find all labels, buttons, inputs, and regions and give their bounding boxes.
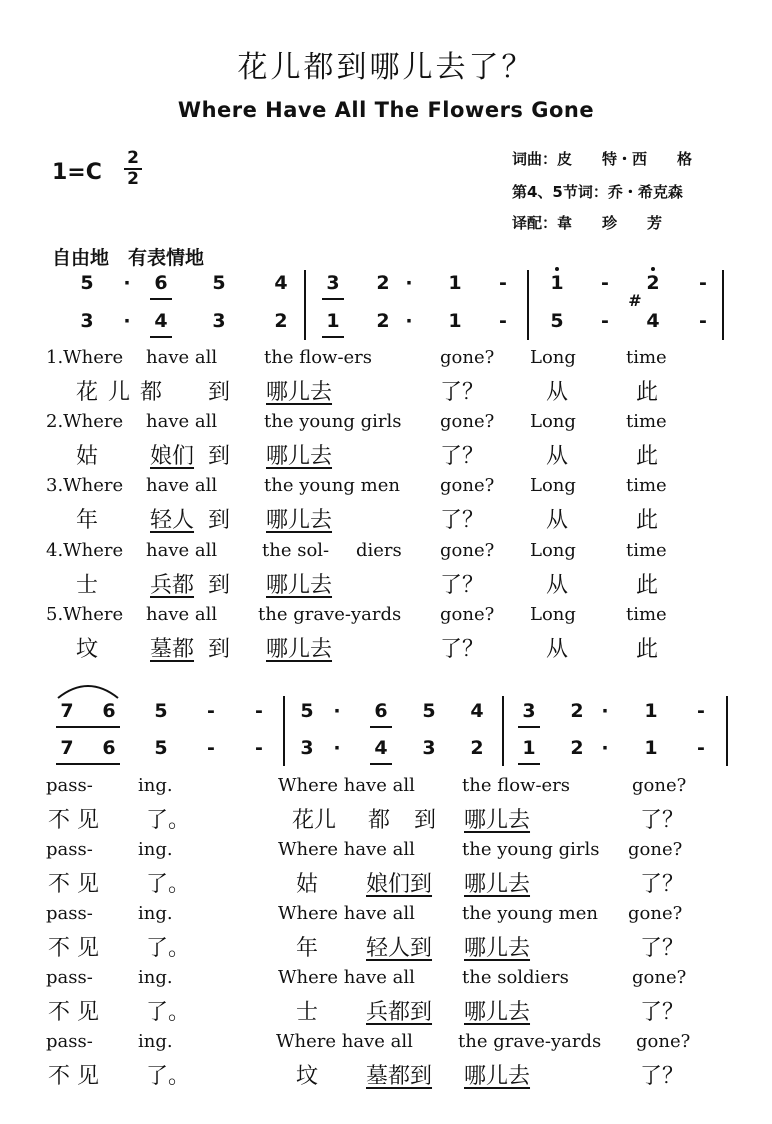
note: 4: [274, 272, 288, 294]
note: 3: [80, 310, 94, 332]
note-dash: -: [499, 310, 507, 332]
lyric-cn: 此: [636, 508, 659, 533]
lyric-en: time: [626, 475, 667, 496]
lyric-en: the flow-ers: [264, 347, 373, 368]
lyric-en: the grave-yards: [458, 1031, 602, 1052]
lyric-en: gone?: [628, 903, 683, 924]
lyric-cn: 了？: [440, 508, 485, 533]
lyric-cn: 了。: [146, 1000, 191, 1025]
lyric-en: ing.: [138, 903, 173, 924]
lyric-cn: 此: [636, 637, 659, 662]
note-dash: -: [601, 272, 609, 294]
note: 5: [212, 272, 226, 294]
note-dash: -: [207, 700, 215, 722]
lyric-cn: 此: [636, 380, 659, 405]
lyric-cn: 了？: [640, 936, 685, 961]
lyric-en: gone?: [440, 540, 495, 561]
note: 2: [470, 737, 484, 759]
lyric-en: have all: [146, 347, 218, 368]
lyric-en: time: [626, 411, 667, 432]
lyric-cn: 哪儿去: [266, 637, 333, 662]
lyric-cn: 从: [546, 508, 569, 533]
lyric-en: the young men: [462, 903, 598, 924]
lyric-cn: 了。: [146, 808, 191, 833]
eighth-underline: [322, 336, 344, 338]
lyric-en: ing.: [138, 839, 173, 860]
lyric-en: gone?: [440, 347, 495, 368]
note: 2: [570, 700, 584, 722]
note: 6: [374, 700, 388, 722]
lyric-cn: 从: [546, 444, 569, 469]
lyric-cn: 到: [208, 573, 231, 598]
lyric-en: pass-: [46, 903, 93, 924]
lyric-en: ing.: [138, 1031, 173, 1052]
lyric-cn: 到: [208, 380, 231, 405]
lyric-en: gone?: [440, 604, 495, 625]
note-dash: -: [255, 737, 263, 759]
lyric-cn: 墓都: [150, 637, 195, 662]
note: 5: [154, 700, 168, 722]
barline: [283, 696, 285, 766]
lyric-cn: 从: [546, 380, 569, 405]
note: 2: [376, 272, 390, 294]
note-dash: -: [699, 272, 707, 294]
eighth-underline: [56, 726, 120, 728]
note: 5: [300, 700, 314, 722]
lyric-cn: 都: [368, 808, 391, 833]
note: 4: [374, 737, 388, 759]
lyric-en: Long: [530, 540, 576, 561]
eighth-underline: [322, 298, 344, 300]
lyric-cn: 哪儿去: [266, 444, 333, 469]
lyric-cn: 哪儿去: [464, 872, 531, 897]
lyric-en: pass-: [46, 839, 93, 860]
lyric-en: have all: [146, 475, 218, 496]
lyric-cn: 哪儿去: [464, 936, 531, 961]
lyric-en: ing.: [138, 967, 173, 988]
lyric-cn: 了？: [440, 573, 485, 598]
lyric-en: Where have all: [278, 967, 415, 988]
meter-top: 2: [127, 148, 139, 168]
lyric-cn: 哪儿去: [266, 573, 333, 598]
sharp-accidental: #: [628, 291, 642, 310]
note: 3: [522, 700, 536, 722]
meter-bottom: 2: [127, 169, 139, 189]
note: 5: [80, 272, 94, 294]
lyric-cn: 姑: [76, 444, 99, 469]
note: 1: [326, 310, 340, 332]
tempo-marking: 自由地 有表情地: [52, 247, 205, 269]
lyric-en: gone?: [440, 475, 495, 496]
eighth-underline: [150, 298, 172, 300]
eighth-underline: [518, 763, 540, 765]
lyric-cn: 坟: [76, 637, 99, 662]
barline: [527, 270, 529, 340]
note: 1: [644, 700, 658, 722]
lyric-en: 3.Where: [46, 475, 124, 496]
lyric-en: 4.Where: [46, 540, 124, 561]
note: 3: [422, 737, 436, 759]
lyric-en: 5.Where: [46, 604, 124, 625]
lyric-cn: 坟: [296, 1064, 319, 1089]
lyric-cn: 轻人: [150, 508, 195, 533]
barline: [304, 270, 306, 340]
lyric-cn: 了？: [640, 1000, 685, 1025]
note: 2: [570, 737, 584, 759]
note: 4: [154, 310, 168, 332]
note: 5: [154, 737, 168, 759]
octave-dot: [555, 267, 559, 271]
note-dot: ·: [333, 737, 341, 759]
time-signature: [122, 150, 144, 188]
note: 7: [60, 700, 74, 722]
lyric-cn: 不 见: [48, 1000, 99, 1025]
lyric-cn: 从: [546, 573, 569, 598]
lyric-en: Long: [530, 347, 576, 368]
lyric-cn: 了？: [440, 637, 485, 662]
lyric-en: pass-: [46, 967, 93, 988]
title-chinese: 花儿都到哪儿去了？: [237, 50, 535, 85]
lyric-cn: 士: [76, 573, 99, 598]
note: 2: [274, 310, 288, 332]
key-signature: 1=C: [52, 160, 102, 185]
credit-line: 词曲：皮 特・西 格: [512, 150, 693, 168]
credit-line: 第4、5节词：乔・希克森: [512, 183, 683, 201]
note-dot: ·: [333, 700, 341, 722]
lyric-cn: 兵都: [150, 573, 195, 598]
note: 1: [550, 272, 564, 294]
lyric-cn: 哪儿去: [464, 808, 531, 833]
barline: [722, 270, 724, 340]
lyric-en: pass-: [46, 775, 93, 796]
lyric-cn: 士: [296, 1000, 319, 1025]
lyric-en: the grave-yards: [258, 604, 402, 625]
barline: [502, 696, 504, 766]
note: 3: [300, 737, 314, 759]
lyric-en: Long: [530, 604, 576, 625]
note-dash: -: [699, 310, 707, 332]
lyric-cn: 了？: [640, 808, 685, 833]
lyric-en: the sol-: [262, 540, 330, 561]
lyric-cn: 了？: [640, 1064, 685, 1089]
lyric-cn: 不 见: [48, 808, 99, 833]
eighth-underline: [370, 763, 392, 765]
lyric-en: 1.Where: [46, 347, 124, 368]
note-dash: -: [697, 737, 705, 759]
lyric-en: pass-: [46, 1031, 93, 1052]
lyric-cn: 哪儿去: [464, 1000, 531, 1025]
lyric-en: Long: [530, 475, 576, 496]
lyric-cn: 娘们: [150, 444, 195, 469]
lyric-cn: 了。: [146, 872, 191, 897]
credit-line: 译配：韋 珍 芳: [512, 214, 663, 232]
tie-arc: [56, 680, 120, 700]
lyric-cn: 到: [414, 808, 437, 833]
lyric-en: Where have all: [278, 839, 415, 860]
note-dash: -: [255, 700, 263, 722]
lyric-cn: 了。: [146, 1064, 191, 1089]
note-dot: ·: [123, 272, 131, 294]
lyric-cn: 此: [636, 444, 659, 469]
title-english: Where Have All The Flowers Gone: [177, 98, 595, 122]
note: 5: [550, 310, 564, 332]
note-dot: ·: [405, 310, 413, 332]
lyric-en: 2.Where: [46, 411, 124, 432]
note: 6: [102, 737, 116, 759]
eighth-underline: [150, 336, 172, 338]
lyric-en: gone?: [636, 1031, 691, 1052]
note-dash: -: [207, 737, 215, 759]
eighth-underline: [518, 726, 540, 728]
lyric-en: Where have all: [278, 903, 415, 924]
eighth-underline: [370, 726, 392, 728]
lyric-en: Where have all: [276, 1031, 413, 1052]
lyric-cn: 哪儿去: [464, 1064, 531, 1089]
lyric-cn: 不 见: [48, 936, 99, 961]
lyric-cn: 年: [296, 936, 319, 961]
lyric-cn: 了。: [146, 936, 191, 961]
lyric-cn: 从: [546, 637, 569, 662]
lyric-en: have all: [146, 604, 218, 625]
lyric-cn: 了？: [440, 380, 485, 405]
note: 7: [60, 737, 74, 759]
note: 3: [326, 272, 340, 294]
lyric-en: the young girls: [462, 839, 600, 860]
lyric-en: gone?: [632, 775, 687, 796]
lyric-cn: 花儿都: [76, 380, 173, 405]
note: 5: [422, 700, 436, 722]
lyric-en: time: [626, 347, 667, 368]
note: 2: [646, 272, 660, 294]
lyric-en: the flow-ers: [462, 775, 571, 796]
lyric-cn: 年: [76, 508, 99, 533]
note-dash: -: [499, 272, 507, 294]
lyric-cn: 到: [208, 637, 231, 662]
lyric-cn: 哪儿去: [266, 508, 333, 533]
lyric-en: have all: [146, 411, 218, 432]
note-dot: ·: [601, 700, 609, 722]
lyric-en: the young girls: [264, 411, 402, 432]
lyric-cn: 哪儿去: [266, 380, 333, 405]
lyric-cn: 了？: [640, 872, 685, 897]
note-dash: -: [697, 700, 705, 722]
lyric-cn: 到: [208, 508, 231, 533]
octave-dot: [651, 267, 655, 271]
note: 4: [646, 310, 660, 332]
lyric-cn: 不 见: [48, 872, 99, 897]
note: 1: [448, 272, 462, 294]
lyric-cn: 此: [636, 573, 659, 598]
lyric-en: gone?: [632, 967, 687, 988]
note-dot: ·: [405, 272, 413, 294]
note: 6: [154, 272, 168, 294]
lyric-cn: 兵都到: [366, 1000, 433, 1025]
lyric-cn: 墓都到: [366, 1064, 433, 1089]
lyric-en: Where have all: [278, 775, 415, 796]
lyric-cn: 了？: [440, 444, 485, 469]
lyric-en: gone?: [628, 839, 683, 860]
lyric-en: gone?: [440, 411, 495, 432]
lyric-cn: 姑: [296, 872, 319, 897]
lyric-en: time: [626, 604, 667, 625]
note-dash: -: [601, 310, 609, 332]
note: 1: [448, 310, 462, 332]
note: 2: [376, 310, 390, 332]
lyric-cn: 娘们到: [366, 872, 433, 897]
lyric-cn: 到: [208, 444, 231, 469]
barline: [726, 696, 728, 766]
note: 1: [644, 737, 658, 759]
note: 6: [102, 700, 116, 722]
note: 3: [212, 310, 226, 332]
lyric-en: the young men: [264, 475, 400, 496]
lyric-cn: 花儿: [292, 808, 337, 833]
lyric-en: Long: [530, 411, 576, 432]
eighth-underline: [56, 763, 120, 765]
note: 4: [470, 700, 484, 722]
note-dot: ·: [601, 737, 609, 759]
lyric-en: time: [626, 540, 667, 561]
lyric-cn: 轻人到: [366, 936, 433, 961]
lyric-en: the soldiers: [462, 967, 569, 988]
lyric-cn: 不 见: [48, 1064, 99, 1089]
lyric-en: ing.: [138, 775, 173, 796]
lyric-en: have all: [146, 540, 218, 561]
lyric-en: diers: [356, 540, 402, 561]
note: 1: [522, 737, 536, 759]
note-dot: ·: [123, 310, 131, 332]
